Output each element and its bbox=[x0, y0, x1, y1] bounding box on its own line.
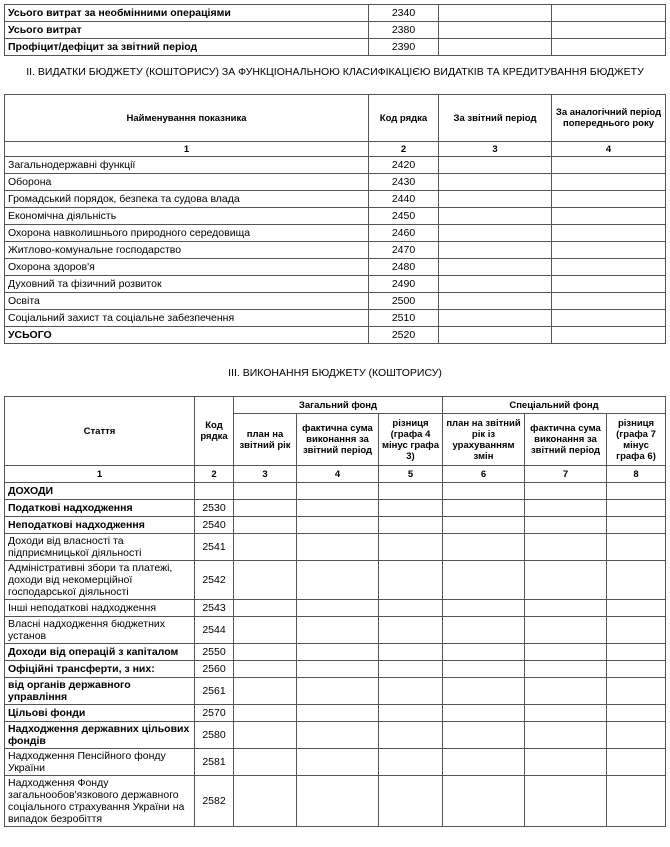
table-row bbox=[5, 749, 666, 776]
row-name: Охорона навколишнього природного середовища bbox=[5, 225, 369, 242]
row-code: 2570 bbox=[195, 705, 234, 722]
table-row bbox=[5, 561, 666, 600]
value-cell bbox=[552, 5, 666, 22]
value-cell bbox=[439, 39, 552, 56]
s2-header-name: Найменування показника bbox=[5, 95, 369, 142]
row-name: Охорона здоров'я bbox=[5, 259, 369, 276]
row-name: Усього витрат bbox=[5, 22, 369, 39]
value-cell bbox=[379, 722, 443, 749]
value-cell bbox=[525, 644, 607, 661]
value-cell bbox=[525, 500, 607, 517]
row-name: Оборона bbox=[5, 174, 369, 191]
value-cell bbox=[379, 661, 443, 678]
row-code: 2542 bbox=[195, 561, 234, 600]
value-cell bbox=[297, 678, 379, 705]
value-cell bbox=[443, 500, 525, 517]
value-cell bbox=[379, 644, 443, 661]
value-cell bbox=[552, 259, 666, 276]
value-cell bbox=[234, 517, 297, 534]
value-cell bbox=[439, 310, 552, 327]
value-cell bbox=[607, 678, 666, 705]
value-cell bbox=[525, 600, 607, 617]
value-cell bbox=[607, 644, 666, 661]
value-cell bbox=[607, 534, 666, 561]
value-cell bbox=[443, 600, 525, 617]
table-row bbox=[5, 661, 666, 678]
row-code: 2540 bbox=[195, 517, 234, 534]
row-name: Надходження державних цільових фондів bbox=[5, 722, 195, 749]
value-cell bbox=[234, 561, 297, 600]
value-cell bbox=[525, 661, 607, 678]
s3-num: 2 bbox=[195, 466, 234, 483]
value-cell bbox=[234, 776, 297, 827]
row-code: 2340 bbox=[369, 5, 439, 22]
value-cell bbox=[379, 500, 443, 517]
row-name: Громадський порядок, безпека та судова влада bbox=[5, 191, 369, 208]
value-cell bbox=[379, 678, 443, 705]
value-cell bbox=[439, 208, 552, 225]
row-name: Профіцит/дефіцит за звітний період bbox=[5, 39, 369, 56]
value-cell bbox=[439, 242, 552, 259]
s3-header-diff-general: різниця (графа 4 мінус графа 3) bbox=[379, 414, 443, 466]
section2-table bbox=[4, 94, 666, 344]
value-cell bbox=[443, 517, 525, 534]
value-cell bbox=[525, 561, 607, 600]
s3-num: 7 bbox=[525, 466, 607, 483]
value-cell bbox=[439, 157, 552, 174]
value-cell bbox=[379, 517, 443, 534]
value-cell bbox=[443, 661, 525, 678]
row-code: 2541 bbox=[195, 534, 234, 561]
value-cell bbox=[439, 174, 552, 191]
value-cell bbox=[379, 749, 443, 776]
value-cell bbox=[297, 561, 379, 600]
s3-num: 1 bbox=[5, 466, 195, 483]
table-row bbox=[5, 310, 666, 327]
table-row bbox=[5, 327, 666, 344]
value-cell bbox=[234, 661, 297, 678]
value-cell bbox=[525, 517, 607, 534]
row-code: 2460 bbox=[369, 225, 439, 242]
table-row bbox=[5, 276, 666, 293]
value-cell bbox=[552, 191, 666, 208]
s3-num: 8 bbox=[607, 466, 666, 483]
value-cell bbox=[552, 276, 666, 293]
row-code: 2490 bbox=[369, 276, 439, 293]
s2-header-current: За звітний період bbox=[439, 95, 552, 142]
row-name: Офіційні трансферти, з них: bbox=[5, 661, 195, 678]
row-code: 2480 bbox=[369, 259, 439, 276]
value-cell bbox=[525, 617, 607, 644]
value-cell bbox=[552, 225, 666, 242]
row-name: Соціальний захист та соціальне забезпечення bbox=[5, 310, 369, 327]
s2-num: 4 bbox=[552, 142, 666, 157]
value-cell bbox=[234, 722, 297, 749]
value-cell bbox=[607, 617, 666, 644]
value-cell bbox=[297, 644, 379, 661]
section3-table bbox=[4, 396, 666, 827]
value-cell bbox=[439, 327, 552, 344]
value-cell bbox=[443, 722, 525, 749]
table-row bbox=[5, 39, 666, 56]
value-cell bbox=[607, 600, 666, 617]
table-row bbox=[5, 500, 666, 517]
table-row bbox=[5, 776, 666, 827]
row-name: Податкові надходження bbox=[5, 500, 195, 517]
value-cell bbox=[439, 22, 552, 39]
table-row bbox=[5, 617, 666, 644]
row-name: Загальнодержавні функції bbox=[5, 157, 369, 174]
value-cell bbox=[234, 500, 297, 517]
value-cell bbox=[443, 776, 525, 827]
row-name: Житлово-комунальне господарство bbox=[5, 242, 369, 259]
s3-header-code: Код рядка bbox=[195, 397, 234, 466]
row-name: Доходи від власності та підприємницької діяльності bbox=[5, 534, 195, 561]
s3-header-actual-special: фактична сума виконання за звітний період bbox=[525, 414, 607, 466]
row-code: 2550 bbox=[195, 644, 234, 661]
row-code: 2561 bbox=[195, 678, 234, 705]
s3-num: 3 bbox=[234, 466, 297, 483]
s3-section-label: ДОХОДИ bbox=[5, 483, 195, 500]
value-cell bbox=[234, 678, 297, 705]
table-row bbox=[5, 259, 666, 276]
table-row bbox=[5, 600, 666, 617]
value-cell bbox=[525, 749, 607, 776]
value-cell bbox=[443, 749, 525, 776]
row-code: 2543 bbox=[195, 600, 234, 617]
row-code: 2544 bbox=[195, 617, 234, 644]
section3-title: III. ВИКОНАННЯ БЮДЖЕТУ (КОШТОРИСУ) bbox=[228, 367, 442, 379]
value-cell bbox=[439, 5, 552, 22]
row-name: Духовний та фізичний розвиток bbox=[5, 276, 369, 293]
row-code: 2380 bbox=[369, 22, 439, 39]
table-row bbox=[5, 517, 666, 534]
row-code: 2430 bbox=[369, 174, 439, 191]
value-cell bbox=[443, 534, 525, 561]
value-cell bbox=[379, 534, 443, 561]
row-name: Цільові фонди bbox=[5, 705, 195, 722]
value-cell bbox=[525, 534, 607, 561]
value-cell bbox=[525, 705, 607, 722]
value-cell bbox=[439, 191, 552, 208]
table-row bbox=[5, 722, 666, 749]
value-cell bbox=[607, 517, 666, 534]
value-cell bbox=[552, 174, 666, 191]
value-cell bbox=[297, 600, 379, 617]
row-name: Освіта bbox=[5, 293, 369, 310]
value-cell bbox=[234, 705, 297, 722]
value-cell bbox=[552, 310, 666, 327]
value-cell bbox=[297, 534, 379, 561]
value-cell bbox=[552, 293, 666, 310]
row-name: Власні надходження бюджетних установ bbox=[5, 617, 195, 644]
row-name: Інші неподаткові надходження bbox=[5, 600, 195, 617]
s3-header-article: Стаття bbox=[5, 397, 195, 466]
value-cell bbox=[607, 661, 666, 678]
value-cell bbox=[443, 617, 525, 644]
value-cell bbox=[297, 749, 379, 776]
value-cell bbox=[297, 661, 379, 678]
row-name: Доходи від операцій з капіталом bbox=[5, 644, 195, 661]
row-code: 2560 bbox=[195, 661, 234, 678]
table-row bbox=[5, 678, 666, 705]
value-cell bbox=[607, 561, 666, 600]
s2-header-prev: За аналогічний період попереднього року bbox=[552, 95, 666, 142]
s2-num: 2 bbox=[369, 142, 439, 157]
section2-title: II. ВИДАТКИ БЮДЖЕТУ (КОШТОРИСУ) ЗА ФУНКЦІОНАЛЬНОЮ КЛАСИФІКАЦІЄЮ ВИДАТКІВ ТА КРЕДИТУВАННЯ БЮДЖЕТУ bbox=[26, 66, 644, 78]
value-cell bbox=[607, 776, 666, 827]
value-cell bbox=[439, 225, 552, 242]
value-cell bbox=[439, 276, 552, 293]
value-cell bbox=[234, 617, 297, 644]
row-code: 2470 bbox=[369, 242, 439, 259]
table-row bbox=[5, 644, 666, 661]
row-code: 2390 bbox=[369, 39, 439, 56]
table-row bbox=[5, 157, 666, 174]
value-cell bbox=[607, 722, 666, 749]
table-row bbox=[5, 534, 666, 561]
s3-header-special-fund: Спеціальний фонд bbox=[443, 397, 666, 414]
row-code: 2450 bbox=[369, 208, 439, 225]
row-name: від органів державного управління bbox=[5, 678, 195, 705]
value-cell bbox=[379, 617, 443, 644]
s2-header-code: Код рядка bbox=[369, 95, 439, 142]
s3-num: 6 bbox=[443, 466, 525, 483]
row-name: УСЬОГО bbox=[5, 327, 369, 344]
value-cell bbox=[525, 722, 607, 749]
s3-header-plan-special: план на звітний рік із урахуванням змін bbox=[443, 414, 525, 466]
row-name: Надходження Пенсійного фонду України bbox=[5, 749, 195, 776]
s2-num: 3 bbox=[439, 142, 552, 157]
value-cell bbox=[297, 705, 379, 722]
row-name: Адміністративні збори та платежі, доходи від некомерційної господарської діяльності bbox=[5, 561, 195, 600]
row-code: 2580 bbox=[195, 722, 234, 749]
value-cell bbox=[607, 500, 666, 517]
table-row bbox=[5, 22, 666, 39]
value-cell bbox=[297, 517, 379, 534]
s3-header-diff-special: різниця (графа 7 мінус графа 6) bbox=[607, 414, 666, 466]
top-table bbox=[4, 4, 666, 56]
row-code: 2500 bbox=[369, 293, 439, 310]
s3-header-actual: фактична сума виконання за звітний період bbox=[297, 414, 379, 466]
value-cell bbox=[552, 242, 666, 259]
table-row bbox=[5, 191, 666, 208]
table-row bbox=[5, 705, 666, 722]
value-cell bbox=[443, 678, 525, 705]
value-cell bbox=[439, 259, 552, 276]
value-cell bbox=[297, 617, 379, 644]
s3-header-plan: план на звітний рік bbox=[234, 414, 297, 466]
row-code: 2530 bbox=[195, 500, 234, 517]
value-cell bbox=[552, 208, 666, 225]
row-name: Економічна діяльність bbox=[5, 208, 369, 225]
table-row bbox=[5, 174, 666, 191]
value-cell bbox=[297, 500, 379, 517]
value-cell bbox=[443, 705, 525, 722]
s3-header-general-fund: Загальний фонд bbox=[234, 397, 443, 414]
row-name: Усього витрат за необмінними операціями bbox=[5, 5, 369, 22]
value-cell bbox=[552, 39, 666, 56]
s3-num: 5 bbox=[379, 466, 443, 483]
row-code: 2581 bbox=[195, 749, 234, 776]
s2-num: 1 bbox=[5, 142, 369, 157]
value-cell bbox=[297, 776, 379, 827]
value-cell bbox=[552, 157, 666, 174]
value-cell bbox=[443, 561, 525, 600]
value-cell bbox=[379, 705, 443, 722]
value-cell bbox=[552, 327, 666, 344]
value-cell bbox=[379, 776, 443, 827]
value-cell bbox=[525, 678, 607, 705]
table-row bbox=[5, 5, 666, 22]
value-cell bbox=[607, 705, 666, 722]
table-row bbox=[5, 293, 666, 310]
row-code: 2440 bbox=[369, 191, 439, 208]
value-cell bbox=[234, 600, 297, 617]
value-cell bbox=[234, 749, 297, 776]
value-cell bbox=[379, 561, 443, 600]
row-code: 2510 bbox=[369, 310, 439, 327]
row-code: 2520 bbox=[369, 327, 439, 344]
value-cell bbox=[607, 749, 666, 776]
table-row bbox=[5, 242, 666, 259]
row-code: 2582 bbox=[195, 776, 234, 827]
value-cell bbox=[443, 644, 525, 661]
value-cell bbox=[234, 644, 297, 661]
value-cell bbox=[439, 293, 552, 310]
row-name: Неподаткові надходження bbox=[5, 517, 195, 534]
row-name: Надходження Фонду загальнообов'язкового державного соціального страхування України на випадок безробіття bbox=[5, 776, 195, 827]
value-cell bbox=[525, 776, 607, 827]
value-cell bbox=[297, 722, 379, 749]
s3-num: 4 bbox=[297, 466, 379, 483]
row-code: 2420 bbox=[369, 157, 439, 174]
value-cell bbox=[552, 22, 666, 39]
value-cell bbox=[379, 600, 443, 617]
table-row bbox=[5, 225, 666, 242]
value-cell bbox=[234, 534, 297, 561]
table-row bbox=[5, 208, 666, 225]
